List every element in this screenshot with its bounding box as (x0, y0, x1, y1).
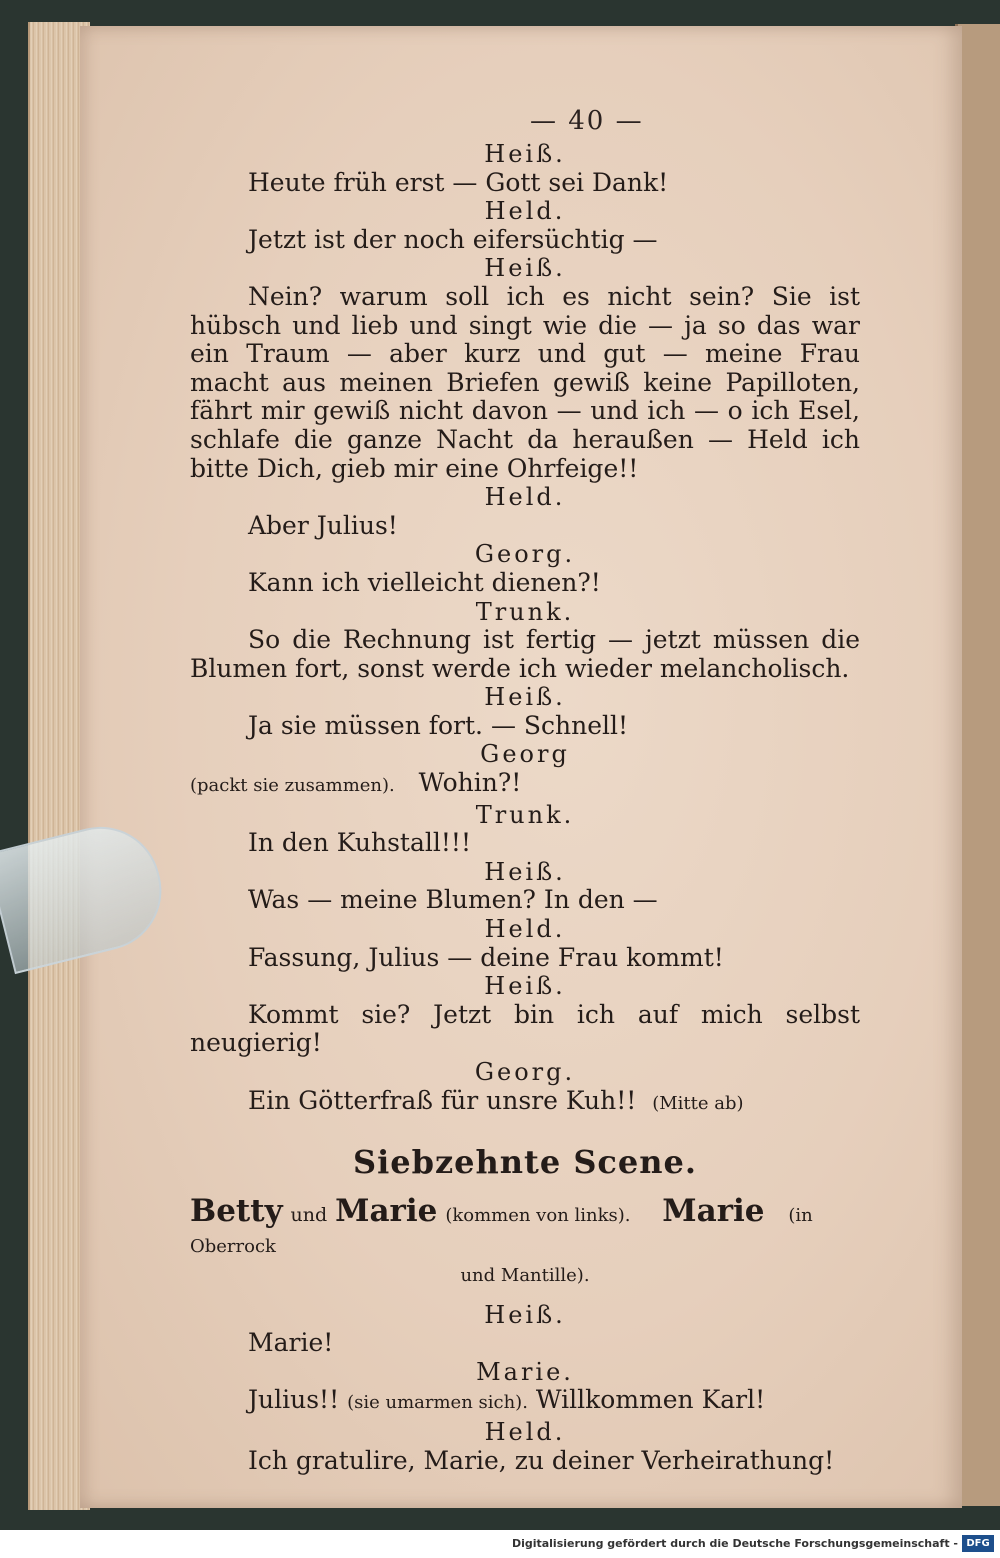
speech-line: Fassung, Julius — deine Frau kommt! (248, 942, 724, 972)
speech-line: In den Kuhstall!!! (248, 828, 472, 858)
speaker-name: Held. (484, 197, 566, 226)
speaker-name: Held. (484, 483, 566, 512)
footer-bar (0, 1530, 1000, 1558)
speaker-name: Heiß. (484, 683, 566, 712)
speech-line: So die Rechnung ist fertig — jetzt müssen die Blumen fort, sonst werde ich wieder melancholisch. (190, 625, 860, 683)
speaker-name: Heiß. (484, 857, 566, 886)
speech-line: Nein? warum soll ich es nicht sein? Sie ist hübsch und lieb und singt wie die — ja so das war ein Traum — aber kurz und gut — meine Frau macht aus meinen Briefen gewiß keine Papilloten, fährt mir gewiß nicht davon — und ich — o ich Esel, schlafe die ganze Nacht da heraußen — Held ich bitte Dich, gieb mir eine Ohrfeige!! (190, 281, 860, 483)
speech-line (190, 769, 860, 801)
stage-direction: (Mitte ab) (652, 1092, 744, 1114)
speech-text: Wohin?! (418, 768, 522, 798)
cast-stage-direction: (kommen von links). (445, 1204, 631, 1226)
cast-name-betty: Betty (190, 1192, 283, 1229)
speaker-name: Held. (484, 1417, 566, 1446)
cast-name-marie: Marie (335, 1192, 438, 1229)
speech-text: Julius!! (248, 1385, 340, 1415)
dialogue-block-2 (190, 1301, 860, 1476)
speech-line: Aber Julius! (248, 510, 398, 540)
speech-line: Heute früh erst — Gott sei Dank! (248, 167, 669, 197)
cast-line (190, 1192, 860, 1262)
page-number: — 40 — (530, 106, 644, 136)
speaker-name: Heiß. (484, 972, 566, 1001)
speech-line: Was — meine Blumen? In den — (248, 885, 658, 915)
speaker-name: Georg (480, 740, 570, 769)
speech-line: Marie! (248, 1328, 334, 1358)
stage-direction: (sie umarmen sich). (347, 1392, 528, 1414)
page-text (190, 140, 860, 1475)
speech-line: Kommt sie? Jetzt bin ich auf mich selbst neugierig! (190, 999, 860, 1058)
stage-direction: (packt sie zusammen). (190, 775, 395, 797)
speech-line (190, 1386, 860, 1418)
spacer (190, 1291, 860, 1301)
speaker-name: Georg. (474, 1058, 576, 1086)
speech-text: Ein Götterfraß für unsre Kuh!! (248, 1085, 637, 1115)
speaker-name: Heiß. (484, 1300, 566, 1329)
cast-und: und (290, 1203, 328, 1226)
speech-line (190, 1087, 860, 1119)
cast-name-marie-2: Marie (662, 1192, 765, 1229)
cast-stage-direction-2: (in Oberrock (190, 1204, 813, 1258)
speech-line: Kann ich vielleicht dienen?! (248, 567, 601, 597)
speech-text: Willkommen Karl! (535, 1385, 766, 1415)
speech-line: Ich gratulire, Marie, zu deiner Verheirathung! (248, 1445, 835, 1475)
speaker-name: Marie. (476, 1357, 574, 1386)
speaker-name: Trunk. (475, 800, 575, 829)
scene-title: Siebzehnte Scene. (352, 1143, 698, 1182)
dfg-logo-icon: DFG (962, 1535, 994, 1552)
speaker-name: Trunk. (475, 597, 575, 626)
speech-line: Jetzt ist der noch eifersüchtig — (248, 224, 658, 254)
speaker-name: Heiß. (484, 140, 566, 168)
speaker-name: Held. (484, 915, 566, 944)
speaker-name: Georg. (474, 540, 576, 569)
speech-line: Ja sie müssen fort. — Schnell! (248, 710, 629, 740)
cast-continuation: und Mantille). (460, 1264, 590, 1286)
footer-credit: Digitalisierung gefördert durch die Deutsche Forschungsgemeinschaft - (511, 1537, 958, 1550)
speaker-name: Heiß. (484, 254, 566, 283)
dialogue-block-1 (190, 140, 860, 1118)
